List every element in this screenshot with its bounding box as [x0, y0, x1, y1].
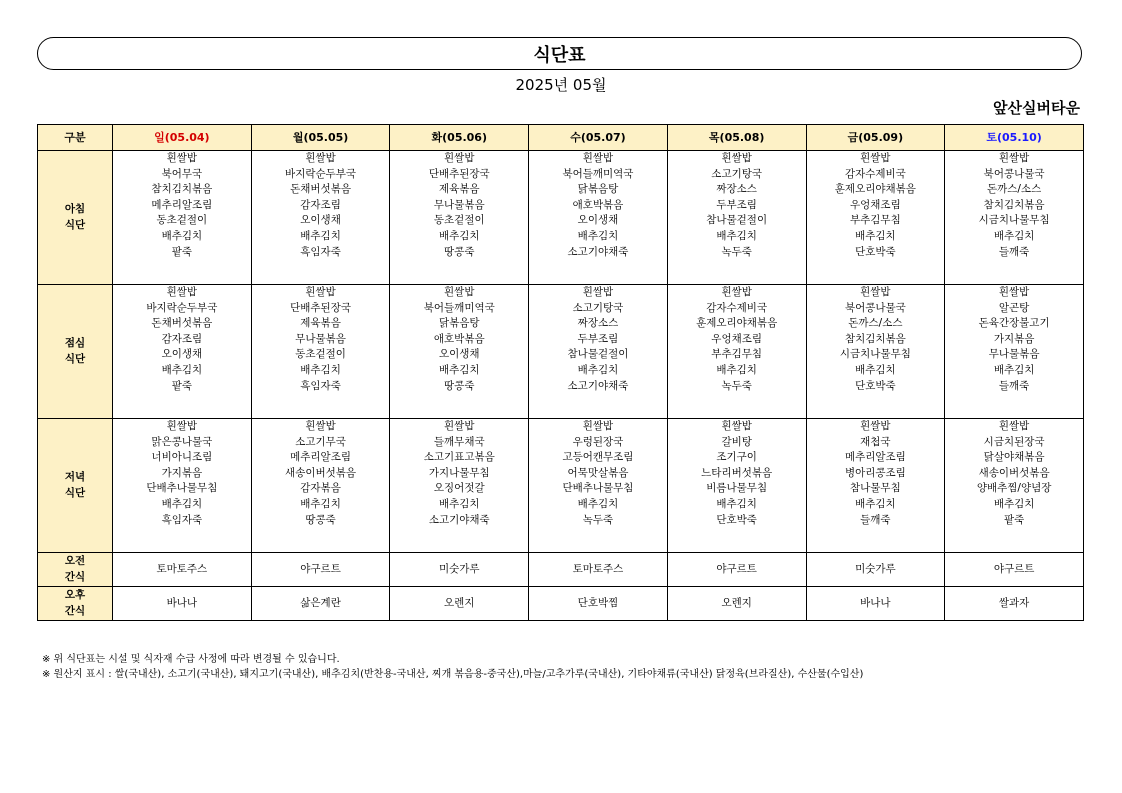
menu-cell: 야구르트 [667, 553, 806, 587]
menu-item: 배추김치 [577, 363, 619, 376]
menu-item: 흰쌀밥 [305, 286, 336, 298]
menu-item: 흰쌀밥 [444, 152, 475, 164]
menu-item: 우엉채조림 [711, 332, 763, 345]
menu-item: 소고기무국 [295, 435, 346, 448]
menu-cell [806, 151, 945, 285]
menu-item: 배추김치 [993, 229, 1035, 242]
menu-cell [390, 285, 529, 419]
header-day-sun: 일(05.04) [113, 125, 252, 151]
menu-item: 북어콩나물국 [983, 167, 1045, 180]
menu-item: 참치김치볶음 [983, 198, 1045, 211]
row-label-text: 아침 [64, 202, 86, 215]
menu-item: 참나물겉절이 [567, 348, 629, 361]
menu-item: 시금치나물무침 [839, 348, 911, 361]
menu-item: 짜장소스 [716, 183, 757, 196]
header-day-wed: 수(05.07) [529, 125, 668, 151]
menu-item: 배추김치 [300, 229, 341, 242]
menu-cell: 단호박찜 [529, 587, 668, 621]
page-title [37, 37, 1082, 70]
menu-item: 단배추된장국 [290, 301, 351, 314]
menu-item: 단배추된장국 [428, 167, 490, 180]
menu-cell [529, 151, 668, 285]
menu-cell: 야구르트 [251, 553, 390, 587]
menu-item: 흰쌀밥 [166, 152, 198, 164]
notes [42, 652, 863, 682]
menu-item: 돈까스/소스 [986, 183, 1042, 196]
menu-item: 참나물무침 [850, 482, 901, 495]
menu-item: 돈육간장불고기 [978, 317, 1050, 330]
menu-item: 닭살야채볶음 [983, 451, 1045, 464]
menu-item: 배추김치 [161, 497, 203, 510]
menu-cell: 야구르트 [945, 553, 1084, 587]
menu-item: 땅콩죽 [305, 513, 336, 526]
menu-item: 배추김치 [300, 363, 341, 376]
menu-cell [529, 285, 668, 419]
header-day-tue: 화(05.06) [390, 125, 529, 151]
menu-item: 너비아니조림 [151, 451, 213, 464]
menu-item: 무나물볶음 [295, 332, 346, 345]
menu-item: 배추김치 [716, 229, 757, 242]
menu-item: 들깨죽 [860, 513, 891, 526]
menu-item: 단배추나물무침 [146, 482, 218, 495]
row-label-dinner [38, 419, 113, 553]
row-label-text: 식단 [64, 486, 86, 499]
menu-item: 흰쌀밥 [860, 152, 891, 164]
menu-item: 돈채버섯볶음 [290, 183, 351, 196]
menu-item: 무나물볶음 [988, 348, 1040, 361]
menu-cell: 바나나 [806, 587, 945, 621]
menu-item: 양배추찜/양념장 [976, 482, 1052, 495]
menu-item: 새송이버섯볶음 [285, 466, 357, 479]
menu-item: 새송이버섯볶음 [978, 466, 1050, 479]
menu-item: 흰쌀밥 [444, 420, 475, 432]
menu-item: 두부조림 [577, 332, 619, 345]
menu-item: 두부조림 [716, 198, 757, 211]
menu-item: 녹두죽 [721, 379, 752, 392]
page-title-text: 식단표 [533, 44, 586, 66]
menu-item: 고등어캔무조림 [562, 451, 634, 464]
menu-item: 흰쌀밥 [860, 420, 891, 432]
menu-item: 북어들깨미역국 [562, 167, 634, 180]
menu-cell [945, 419, 1084, 553]
menu-item: 흰쌀밥 [582, 420, 614, 432]
menu-cell [113, 285, 252, 419]
row-lunch [38, 285, 1084, 419]
menu-item: 감자볶음 [300, 482, 341, 495]
menu-item: 병아리콩조림 [844, 466, 906, 479]
menu-cell: 쌀과자 [945, 587, 1084, 621]
menu-item: 흰쌀밥 [860, 286, 891, 298]
menu-item: 제육볶음 [438, 183, 480, 196]
menu-item: 흑임자죽 [161, 513, 203, 526]
header-day-mon: 월(05.05) [251, 125, 390, 151]
menu-cell [251, 285, 390, 419]
menu-item: 흰쌀밥 [721, 420, 752, 432]
row-label-text: 오전 [64, 554, 86, 567]
menu-item: 배추김치 [855, 363, 896, 376]
menu-item: 참치김치볶음 [844, 332, 906, 345]
menu-item: 어묵맛살볶음 [567, 466, 629, 479]
menu-item: 무나물볶음 [433, 198, 485, 211]
menu-item: 감자수제비국 [706, 301, 768, 314]
menu-item: 단호박죽 [716, 513, 757, 526]
menu-item: 흰쌀밥 [582, 286, 614, 298]
menu-item: 배추김치 [161, 229, 203, 242]
menu-item: 바지락순두부국 [285, 167, 357, 180]
menu-item: 소고기표고볶음 [423, 451, 495, 464]
menu-item: 배추김치 [438, 363, 480, 376]
menu-item: 감자조림 [161, 332, 203, 345]
row-pm-snack [38, 587, 1084, 621]
menu-item: 배추김치 [300, 497, 341, 510]
menu-item: 조기구이 [716, 451, 757, 464]
menu-item: 팥죽 [171, 245, 192, 258]
menu-item: 오이생채 [161, 348, 203, 361]
row-label-text: 식단 [64, 218, 86, 231]
menu-cell [251, 151, 390, 285]
row-breakfast [38, 151, 1084, 285]
menu-item: 애호박볶음 [572, 198, 624, 211]
menu-item: 우엉채조림 [850, 198, 901, 211]
menu-item: 단호박죽 [855, 379, 896, 392]
menu-item: 흰쌀밥 [998, 286, 1030, 298]
menu-item: 흰쌀밥 [166, 420, 198, 432]
menu-item: 동초겉절이 [433, 214, 485, 227]
menu-item: 훈제오리야채볶음 [696, 317, 778, 330]
row-dinner [38, 419, 1084, 553]
menu-item: 흰쌀밥 [305, 420, 336, 432]
menu-item: 들깨무채국 [433, 435, 485, 448]
menu-cell [390, 151, 529, 285]
row-label-am-snack [38, 553, 113, 587]
menu-item: 동초겉절이 [295, 348, 346, 361]
menu-item: 짜장소스 [577, 317, 619, 330]
menu-item: 북어콩나물국 [844, 301, 906, 314]
menu-item: 들깨죽 [998, 379, 1030, 392]
menu-item: 가지볶음 [993, 332, 1035, 345]
header-category: 구분 [38, 125, 113, 151]
menu-item: 가지볶음 [161, 466, 203, 479]
menu-cell: 바나나 [113, 587, 252, 621]
menu-item: 오이생채 [577, 214, 619, 227]
menu-item: 단배추나물무침 [562, 482, 634, 495]
menu-item: 훈제오리야채볶음 [834, 183, 916, 196]
menu-item: 땅콩죽 [444, 245, 475, 258]
menu-item: 소고기야채죽 [428, 513, 490, 526]
row-label-text: 간식 [64, 570, 86, 583]
menu-cell: 토마토주스 [529, 553, 668, 587]
menu-item: 흰쌀밥 [721, 286, 752, 298]
menu-table [37, 124, 1084, 621]
menu-item: 가지나물무침 [428, 466, 490, 479]
row-label-text: 오후 [64, 588, 86, 601]
menu-item: 들깨죽 [998, 245, 1030, 258]
menu-cell: 미숫가루 [806, 553, 945, 587]
menu-item: 배추김치 [716, 497, 757, 510]
menu-item: 돈까스/소스 [848, 317, 903, 330]
organization-name: 앞산실버타운 [993, 99, 1080, 117]
menu-cell: 토마토주스 [113, 553, 252, 587]
menu-cell [667, 151, 806, 285]
menu-item: 배추김치 [855, 229, 896, 242]
menu-item: 애호박볶음 [433, 332, 485, 345]
menu-item: 배추김치 [438, 229, 480, 242]
menu-item: 소고기탕국 [572, 301, 624, 314]
menu-cell [390, 419, 529, 553]
menu-item: 메추리알조림 [151, 198, 213, 211]
menu-item: 단호박죽 [855, 245, 896, 258]
menu-cell [251, 419, 390, 553]
menu-item: 갈비탕 [721, 435, 752, 448]
menu-item: 우렁된장국 [572, 435, 624, 448]
row-label-text: 간식 [64, 604, 86, 617]
row-label-text: 저녁 [64, 470, 86, 483]
menu-item: 팥죽 [1003, 513, 1025, 526]
menu-item: 배추김치 [993, 497, 1035, 510]
menu-item: 녹두죽 [721, 245, 752, 258]
menu-item: 흰쌀밥 [444, 286, 475, 298]
row-label-breakfast [38, 151, 113, 285]
menu-item: 오이생채 [300, 214, 341, 227]
menu-item: 닭볶음탕 [438, 317, 480, 330]
menu-cell [945, 285, 1084, 419]
menu-cell: 삶은계란 [251, 587, 390, 621]
menu-cell [806, 419, 945, 553]
menu-item: 북어들깨미역국 [423, 301, 495, 314]
menu-item: 맑은콩나물국 [151, 435, 213, 448]
menu-item: 땅콩죽 [444, 379, 475, 392]
menu-item: 참나물겉절이 [706, 214, 768, 227]
menu-item: 메추리알조림 [844, 451, 906, 464]
row-label-pm-snack [38, 587, 113, 621]
menu-item: 비름나물무침 [706, 482, 768, 495]
menu-item: 오이생채 [438, 348, 480, 361]
menu-item: 녹두죽 [582, 513, 614, 526]
menu-item: 느타리버섯볶음 [701, 466, 773, 479]
menu-cell: 오렌지 [667, 587, 806, 621]
menu-item: 흑임자죽 [300, 245, 341, 258]
menu-item: 시금치된장국 [983, 435, 1045, 448]
menu-cell [945, 151, 1084, 285]
row-am-snack [38, 553, 1084, 587]
header-day-fri: 금(05.09) [806, 125, 945, 151]
row-label-lunch [38, 285, 113, 419]
menu-item: 배추김치 [993, 363, 1035, 376]
menu-item: 닭볶음탕 [577, 183, 619, 196]
menu-item: 흰쌀밥 [998, 420, 1030, 432]
menu-cell [806, 285, 945, 419]
menu-cell [529, 419, 668, 553]
menu-item: 오징어젓갈 [433, 482, 485, 495]
menu-item: 배추김치 [577, 497, 619, 510]
row-label-text: 점심 [64, 336, 86, 349]
menu-item: 부추김무침 [711, 348, 763, 361]
month-label: 2025년 05월 [515, 76, 607, 94]
note-change: ※ 위 식단표는 시설 및 식자재 수급 사정에 따라 변경될 수 있습니다. [42, 654, 340, 665]
menu-item: 흑임자죽 [300, 379, 341, 392]
menu-item: 팥죽 [171, 379, 192, 392]
menu-item: 제육볶음 [300, 317, 341, 330]
menu-item: 배추김치 [438, 497, 480, 510]
menu-cell [113, 151, 252, 285]
menu-item: 배추김치 [855, 497, 896, 510]
menu-cell [113, 419, 252, 553]
menu-cell [667, 419, 806, 553]
menu-item: 소고기야채죽 [567, 245, 629, 258]
menu-item: 흰쌀밥 [582, 152, 614, 164]
header-row [38, 125, 1084, 151]
menu-item: 소고기야채죽 [567, 379, 629, 392]
header-day-thu: 목(05.08) [667, 125, 806, 151]
menu-item: 알곤탕 [998, 301, 1030, 314]
menu-item: 부추김무침 [850, 214, 901, 227]
menu-item: 흰쌀밥 [998, 152, 1030, 164]
menu-item: 돈채버섯볶음 [151, 317, 213, 330]
note-origin: ※ 원산지 표시 : 쌀(국내산), 소고기(국내산), 돼지고기(국내산), 배추김치(반찬용-국내산, 찌개 볶음용-중국산),마늘/고추가루(국내산), 기타야채류(국내산) 닭정육(브라질산), 수산물(수입산) [42, 669, 864, 680]
menu-item: 배추김치 [161, 363, 203, 376]
header-day-sat: 토(05.10) [945, 125, 1084, 151]
menu-item: 북어무국 [161, 167, 203, 180]
menu-item: 배추김치 [716, 363, 757, 376]
row-label-text: 식단 [64, 352, 86, 365]
menu-item: 소고기탕국 [711, 167, 763, 180]
menu-cell: 오렌지 [390, 587, 529, 621]
menu-item: 배추김치 [577, 229, 619, 242]
menu-cell [667, 285, 806, 419]
menu-cell: 미숫가루 [390, 553, 529, 587]
menu-item: 감자조림 [300, 198, 341, 211]
menu-item: 감자수제비국 [844, 167, 906, 180]
menu-item: 메추리알조림 [290, 451, 351, 464]
menu-item: 시금치나물무침 [978, 214, 1050, 227]
menu-item: 바지락순두부국 [146, 301, 218, 314]
menu-item: 참치김치볶음 [151, 183, 213, 196]
menu-item: 흰쌀밥 [166, 286, 198, 298]
menu-item: 흰쌀밥 [721, 152, 752, 164]
menu-item: 재첩국 [860, 435, 891, 448]
menu-item: 흰쌀밥 [305, 152, 336, 164]
menu-item: 동초겉절이 [156, 214, 208, 227]
